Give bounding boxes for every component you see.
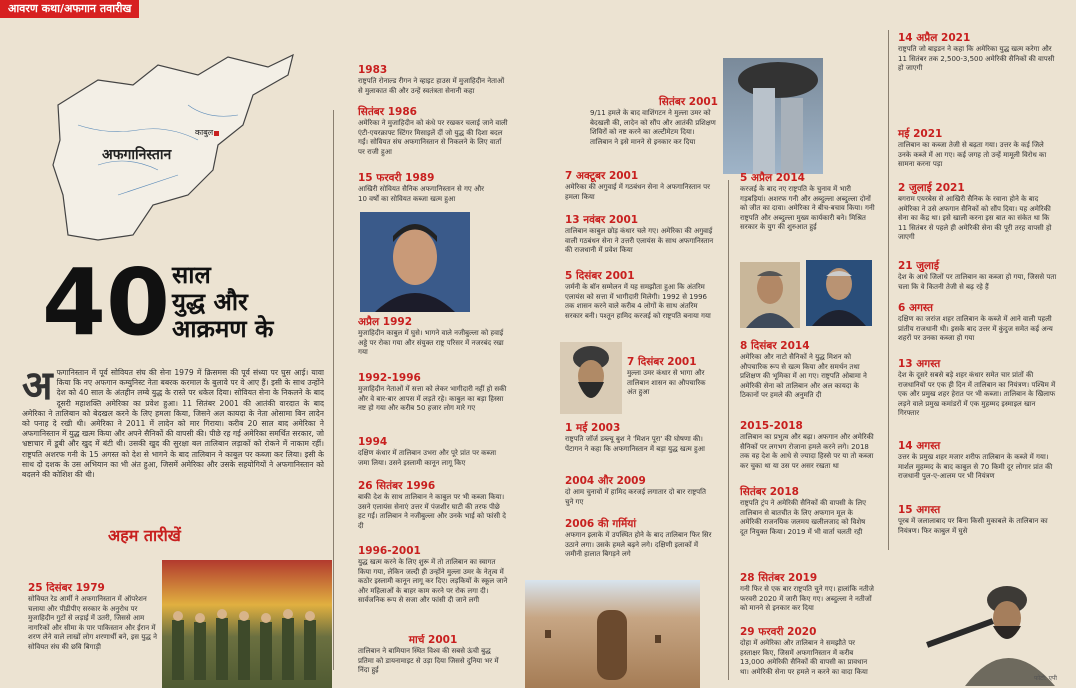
entry-aug6 — [898, 302, 1058, 344]
entry-date: 8 दिसंबर 2014 — [740, 340, 810, 352]
entry-2006 — [565, 518, 715, 560]
headline-number: 40 — [42, 249, 171, 356]
entry-1996-2001 — [358, 545, 508, 625]
entry-date: 2 जुलाई 2021 — [898, 182, 965, 194]
entry-date: 21 जुलाई — [898, 260, 940, 272]
map-country-label: अफगानिस्तान — [102, 147, 172, 163]
entry-date: 2006 की गर्मियां — [565, 518, 637, 530]
entry-may-2003 — [565, 422, 715, 454]
entry-date: 15 अगस्त — [898, 504, 941, 516]
timeline-line-col5 — [888, 30, 889, 550]
entry-date: अप्रैल 1992 — [358, 316, 412, 328]
entry-sep-2018 — [740, 486, 875, 537]
entry-text: अमेरिका और नाटो सैनिकों ने युद्ध मिशन को औपचारिक रूप से खत्म किया और समर्थन तथा प्रशिक्षण की भूमिका में आ गए। राष्ट्रपति ओबामा ने अमेरिकी सेना को तालिबान और अल कायदा के ठिकानों पर हमले की अनुमति दी — [740, 353, 867, 399]
entry-2004-2009 — [565, 475, 715, 507]
entry-date: 14 अप्रैल 2021 — [898, 32, 971, 44]
mullah-omar-photo — [560, 342, 622, 414]
intro-paragraph — [22, 368, 324, 498]
entry-text: जर्मनी के बॉन सम्मेलन में यह समझौता हुआ कि अंतरिम एलायंस को सत्ता में भागीदारी मिलेगी। 1992 से 1996 तक शासन करने वाले करीब 4 लोगों के साथ अंतरिम सरकार बनी। पश्तून हामिद करजई को राष्ट्रपति बनाया गया — [565, 283, 711, 320]
entry-text: देश के आधे जिलों पर तालिबान का कब्जा हो गया, जिससे पता चला कि वे कितनी तेजी से बढ़ रहे हैं — [898, 273, 1057, 291]
entry-text: अमेरिका ने मुजाहिदीन को कंधे पर रखकर चलाई जाने वाली एंटी-एयरक्राफ्ट स्टिंगर मिसाइलें दीं जो युद्ध की दिशा बदल गईं। सोवियत संघ अफगानिस्तान से निकलने के लिए वार्ता पर राजी हुआ — [358, 119, 508, 156]
intro-text: फगानिस्तान में पूर्व सोवियत संघ की सेना 1979 में क्रिसमस की पूर्व संध्या पर घुस आई। यावा किया कि नए अफगान कम्युनिस्ट नेता बबरक करमाल के बुलावे पर वे आए हैं। इसी के साथ उन्होंने देश को 40 साल के अंतहीन लम्बे युद्ध के रास्ते पर धकेल दिया। सोवियत सेना के निकलने के बाद दूसरी महाशक्ति अमेरिका का प्रवेश हुआ। 11 सितंबर 2001 की आतंकी वारदात के बाद अमेरिका ने तालिबान को बेदखल करने के लिए हमला किया, जिसने अल कायदा के नेता ओसामा बिन लादेन को पनाह दे रखी थी। अमेरिका ने 2011 में लादेन को मार गिराया। करीब 20 साल बाद अमेरिका ने अफगानिस्तान में युद्ध खत्म किया और अपने सैनिकों की वापसी की। पीछे रह गई अमेरिका समर्थित सरकार, जो भ्रष्टाचार में डूबी और खुद में बंटी थी। उसकी खुद की सुरक्षा बल तालिबान लड़ाकों को रोकने में नाकाम रहीं। राष्ट्रपति अशरफ गनी के 15 अगस्त को देश से भागने के बाद तालिबान ने काबुल पर कब्जा कर लिया। इसी के साथ दो दशक के उस अभियान का भी अंत हुआ, जिसमें अमेरिका और उसके सहयोगियों ने अफगानिस्तान को बदलने की कोशिश की थी। — [22, 368, 324, 480]
timeline-line-col4 — [728, 180, 729, 680]
entry-date: 1983 — [358, 64, 388, 76]
entry-aug15 — [898, 504, 1058, 536]
soviet-parade-photo — [162, 560, 332, 688]
entry-text: देश के दूसरे सबसे बड़े शहर कंधार समेत चार प्रांतों की राजधानियों पर एक ही दिन में तालिबान का नियंत्रण। पश्चिम में एक और प्रमुख शहर हेरात पर भी कब्जा। तालिबान के खिलाफ लड़ने वाले प्रमुख कमांडरों में एक मुहम्मद इस्माइल खान गिरफ्तार — [898, 371, 1056, 417]
entry-text: पूरब में जलालाबाद पर बिना किसी मुकाबले के तालिबान का नियंत्रण। फिर काबुल में घुसे — [898, 517, 1048, 535]
entry-text: गनी फिर से एक बार राष्ट्रपति चुने गए। हालांकि नतीजे फरवरी 2020 में जारी किए गए। अब्दुल्ला ने नतीजों को मानने से इनकार कर दिया — [740, 585, 874, 612]
entry-text: राष्ट्रपति रोनाल्ड रीगन ने व्हाइट हाउस में मुजाहिदीन नेताओं से मुलाकात की और उन्हें स्वतंत्रता सेनानी कहा — [358, 77, 505, 95]
entry-1994 — [358, 436, 508, 468]
entry-dec7-2001 — [627, 356, 717, 398]
entry-text: करजई के बाद नए राष्ट्रपति के चुनाव में भारी गड़बड़ियां। अशरफ गनी और अब्दुल्ला अब्दुल्ला दोनों को जीत का दावा। अमेरिका ने बीच-बचाव किया। गनी राष्ट्रपति और अब्दुल्ला मुख्य कार्यकारी बने। मिश्रित सरकार के युग की शुरुआत हुई — [740, 185, 875, 231]
entry-text: बाकी देश के साथ तालिबान ने काबुल पर भी कब्जा किया। उसने एलायंस सेनाएं उत्तर में पंजशीर घाटी की तरफ पीछे हट गईं। तालिबान ने नजीबुल्ला और उनके भाई को फांसी दे दी — [358, 493, 507, 530]
entry-text: तालिबान काबुल छोड़ कंधार चले गए। अमेरिका की अगुवाई वाली गठबंधन सेना ने उत्तरी एलायंस के साथ अफगानिस्तान की राजधानी में प्रवेश किया — [565, 227, 714, 254]
entry-aug14 — [898, 440, 1058, 482]
entry-date: 25 दिसंबर 1979 — [28, 582, 105, 594]
entry-date: 6 अगस्त — [898, 302, 933, 314]
entry-text: दक्षिण का जरांज शहर तालिबान के कब्जे में आने वाली पहली प्रांतीय राजधानी थी। इसके बाद उत्तर में कुंदुज समेत कई अन्य शहरों पर उनका कब्जा हो गया — [898, 315, 1053, 342]
entry-dec-2014 — [740, 340, 875, 401]
map-capital-label: काबुल — [195, 128, 214, 137]
entry-text: मुल्ला उमर कंधार से भागा और तालिबान शासन का औपचारिक अंत हुआ — [627, 369, 706, 396]
taliban-fighter-photo — [915, 560, 1065, 686]
entry-date: 1 मई 2003 — [565, 422, 621, 434]
entry-date: 28 सितंबर 2019 — [740, 572, 818, 584]
entry-text: 9/11 हमले के बाद वाशिंगटन ने मुल्ला उमर को बेदखली की, लादेन को सौंप और आतंकी प्रशिक्षण शिविरों को नष्ट करने का अल्टीमेटम दिया। तालिबान ने इसे मानने से इनकार कर दिया — [590, 109, 716, 146]
entry-text: तालिबान का कब्जा तेजी से बढ़ता गया। उत्तर के कई जिले उनके कब्जे में आ गए। कई जगह तो उन्हें मामूली विरोध का सामना करना पड़ा — [898, 141, 1047, 168]
entry-text: मुजाहिदीन नेताओं में सत्ता को लेकर भागीदारी नहीं हो सकी और वे बार-बार आपस में लड़ते रहे। काबुल का बड़ा हिस्सा नष्ट हो गया और करीब 50 हजार लोग मारे गए — [358, 385, 507, 412]
entry-date: 7 दिसंबर 2001 — [627, 356, 697, 368]
entry-sep-1986 — [358, 106, 508, 157]
entry-mar-2001 — [358, 634, 508, 686]
headline-line-3: आक्रमण के — [172, 315, 274, 343]
entry-date: 5 अप्रैल 2014 — [740, 172, 805, 184]
entry-date: 26 सितंबर 1996 — [358, 480, 436, 492]
headline-line-1: साल — [172, 261, 211, 289]
entry-date: मार्च 2001 — [408, 634, 458, 646]
entry-date: 13 नवंबर 2001 — [565, 214, 639, 226]
entry-text: राष्ट्रपति जो बाइडन ने कहा कि अमेरिका युद्ध खत्म करेगा और 11 सितंबर तक 2,500-3,500 अमेरिकी सैनिकों की वापसी हो जाएगी — [898, 45, 1055, 72]
entry-may-2021 — [898, 128, 1058, 170]
entry-sep-2001 — [590, 96, 718, 147]
entry-text: मुजाहिदीन काबुल में घुसे। भागने वाले नजीबुल्ला को हवाई अड्डे पर रोका गया और संयुक्त राष्ट्र परिसर में नजरबंद रखा गया — [358, 329, 504, 356]
entry-feb-1989 — [358, 172, 493, 204]
entry-text: दक्षिण कंधार में तालिबान उभरा और पूरे प्रांत पर कब्जा जमा लिया। उसने इस्लामी कानून लागू किए — [358, 449, 497, 467]
entry-oct-2001 — [565, 170, 715, 202]
entry-sep-2019 — [740, 572, 875, 614]
entry-text: अफगान इलाके में उपस्थित होने के बाद तालिबान फिर सिर उठाने लगा। उसके हमले बढ़ने लगे। दक्षिणी इलाकों में जमीनी हालात बिगड़ने लगे — [565, 531, 712, 558]
headline-text — [172, 262, 273, 343]
entry-aug13 — [898, 358, 1058, 419]
najibullah-photo — [360, 212, 470, 312]
entry-date: सितंबर 2001 — [659, 96, 718, 108]
entry-date: 13 अगस्त — [898, 358, 941, 370]
entry-apr-2014 — [740, 172, 875, 233]
wtc-attack-photo — [723, 58, 823, 174]
karzai-photo — [740, 262, 800, 328]
entry-text: युद्ध खत्म करने के लिए शुरू में तो तालिबान का स्वागत किया गया, लेकिन जल्दी ही उन्होंने मुल्ला उमर के नेतृत्व में कठोर इस्लामी कानून लागू कर दिए। लड़कियों के स्कूल जाने और महिलाओं के बाहर काम करने पर रोक लगा दी। सार्वजनिक रूप से सजा और फांसी दी जाने लगी — [358, 558, 508, 604]
entry-date: 29 फरवरी 2020 — [740, 626, 817, 638]
entry-text: राष्ट्रपति ट्रंप ने अमेरिकी सैनिकों की वापसी के लिए तालिबान से बातचीत के लिए अफगान मूल के अमेरिकी राजनयिक जलमय खलीलजाद को विशेष दूत नियुक्त किया। 2019 में भी वार्ता चलती रही — [740, 499, 866, 536]
entry-date: 1994 — [358, 436, 388, 448]
headline-line-2: युद्ध और — [172, 288, 248, 316]
entry-1983 — [358, 64, 508, 96]
entry-text: सोवियत रेड आर्मी ने अफगानिस्तान में ऑपरेशन चलाया और पीडीपीए सरकार के अनुरोध पर मुजाहिदीन गुटों से लड़ाई में उतरी, जिससे आम नागरिकों और सीमा के पार पाकिस्तान और ईरान में शरण लेने वाले लाखों लोग शरणार्थी बने, इस युद्ध ने सोवियत संघ की छवि बिगाड़ी — [28, 595, 157, 651]
entry-jul2-2021 — [898, 182, 1058, 243]
entry-nov-2001 — [565, 214, 715, 256]
entry-text: आखिरी सोवियत सैनिक अफगानिस्तान से गए और 10 वर्षों का सोवियत कब्जा खत्म हुआ — [358, 185, 485, 203]
entry-sep-1996 — [358, 480, 508, 531]
abdullah-photo — [806, 260, 872, 326]
entry-feb-2020 — [740, 626, 875, 686]
entry-jul21-2021 — [898, 260, 1058, 292]
timeline-line-col2 — [333, 110, 334, 670]
entry-date: 7 अक्टूबर 2001 — [565, 170, 639, 182]
entry-date: 15 फरवरी 1989 — [358, 172, 435, 184]
entry-date: 1992-1996 — [358, 372, 421, 384]
entry-1979 — [28, 582, 158, 686]
entry-2015-2018 — [740, 420, 875, 471]
entry-date: 2015-2018 — [740, 420, 803, 432]
bamiyan-buddha-photo — [525, 580, 700, 688]
entry-date: मई 2021 — [898, 128, 943, 140]
entry-text: उत्तर के प्रमुख शहर मजार शरीफ तालिबान के कब्जे में गया। मार्शल मुहम्मद के बाद काबुल से 70 किमी दूर लोगार प्रांत की राजधानी पुल-ए-आलम पर भी नियंत्रण — [898, 453, 1053, 480]
entry-date: सितंबर 1986 — [358, 106, 417, 118]
entry-text: दोहा में अमेरिका और तालिबान ने समझौते पर हस्ताक्षर किए, जिसमें अफगानिस्तान में करीब 13,000 अमेरिकी सैनिकों की वापसी का प्रावधान था। अमेरिकी सेना पर हमले न करने का वादा किया — [740, 639, 868, 676]
entry-date: 2004 और 2009 — [565, 475, 646, 487]
entry-text: तालिबान ने बामियान स्थित विश्व की सबसे ऊंची बुद्ध प्रतिमा को डायनामाइट से उड़ा दिया जिससे दुनिया भर में निंदा हुई — [358, 647, 499, 674]
section-tag: आवरण कथा/अफगान तवारीख — [0, 0, 139, 18]
entry-text: दो आम चुनावों में हामिद करजई लगातार दो बार राष्ट्रपति चुने गए — [565, 488, 706, 506]
entry-date: 5 दिसंबर 2001 — [565, 270, 635, 282]
entry-date: 14 अगस्त — [898, 440, 941, 452]
entry-text: बगराम एयरबेस से आखिरी सैनिक के रवाना होने के बाद अमेरिका ने उसे अफगान सैनिकों को सौंप दिया। यह अमेरिकी सेना का केंद्र था। इसे खाली करना इस बात का संकेत था कि 11 सितंबर से पहले ही अमेरिकी सेना की पूरी तरह वापसी हो जाएगी — [898, 195, 1052, 241]
entry-date: सितंबर 2018 — [740, 486, 799, 498]
intro-dropcap: अ — [22, 368, 53, 409]
entry-1992-1996 — [358, 372, 508, 414]
entry-dec5-2001 — [565, 270, 715, 321]
entry-apr-2021 — [898, 32, 1058, 74]
entry-date: 1996-2001 — [358, 545, 421, 557]
entry-text: राष्ट्रपति जॉर्ज डब्ल्यू बुश ने 'मिशन पूरा' की घोषणा की। पेंटागन ने कहा कि अफगानिस्तान में बड़ा युद्ध खत्म हुआ — [565, 435, 705, 453]
entry-text: तालिबान का प्रभुत्व और बढ़ा। अफगान और अमेरिकी सैनिकों पर लगभग रोजाना हमले करने लगे। 2018 तक वह देश के आधे से ज्यादा हिस्से पर या तो कब्जा कर चुका था या उस पर असर रखता था — [740, 433, 874, 470]
photo-credit: फोटो: एपी — [1034, 675, 1057, 682]
entry-apr-1992 — [358, 316, 508, 358]
entry-text: अमेरिका की अगुवाई में गठबंधन सेना ने अफगानिस्तान पर हमला किया — [565, 183, 710, 201]
key-dates-heading: अहम तारीखें — [108, 526, 181, 545]
